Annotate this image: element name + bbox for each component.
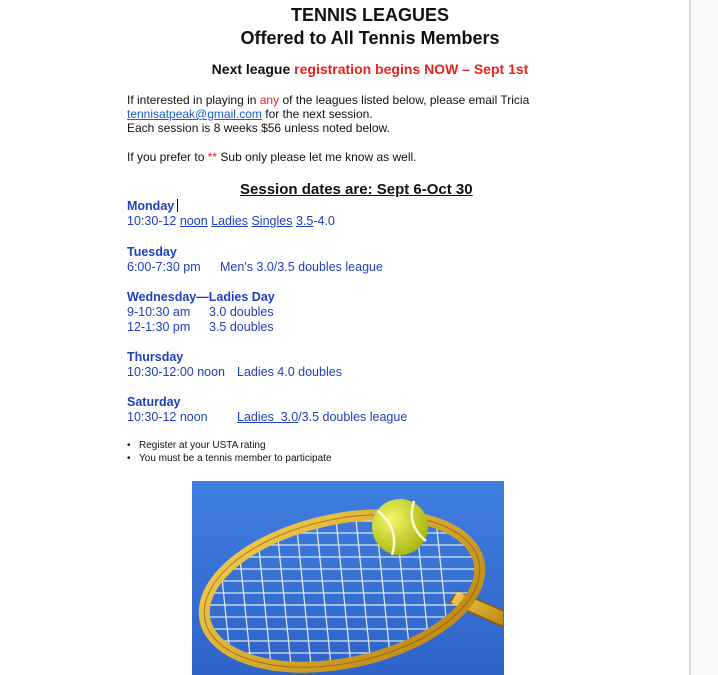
monday-noon: noon xyxy=(179,214,208,228)
day-monday xyxy=(127,199,178,213)
page-margin xyxy=(691,0,718,675)
intro-text-a: If interested in playing in xyxy=(127,93,260,107)
intro-text-b: of the leagues listed below, please email Tricia xyxy=(279,93,530,107)
tuesday-time: 6:00-7:30 pm xyxy=(127,260,201,274)
wednesday-row-1 xyxy=(127,305,274,319)
bullet-icon: • xyxy=(127,440,131,451)
intro-line-1 xyxy=(127,93,529,107)
wednesday-desc-1: 3.0 doubles xyxy=(209,305,274,319)
bullet-icon: • xyxy=(127,453,131,464)
monday-ladies: Ladies xyxy=(211,214,248,228)
day-wednesday: Wednesday—Ladies Day xyxy=(127,290,275,304)
email-link[interactable]: tennisatpeak@gmail.com xyxy=(127,107,262,121)
sub-text-b: Sub only please let me know as well. xyxy=(217,150,417,164)
saturday-time: 10:30-12 noon xyxy=(127,410,208,424)
note-item xyxy=(127,440,266,451)
tennis-racket-and-ball-icon xyxy=(192,481,504,675)
intro-line-2 xyxy=(127,107,373,121)
tuesday-row xyxy=(127,260,383,274)
note-text-2: You must be a tennis member to participate xyxy=(139,453,332,464)
wednesday-row-2 xyxy=(127,320,274,334)
sub-stars: ** xyxy=(207,150,218,164)
day-tuesday: Tuesday xyxy=(127,245,177,259)
wednesday-desc-2: 3.5 doubles xyxy=(209,320,274,334)
intro-text-c: for the next session. xyxy=(261,107,373,121)
saturday-row xyxy=(127,410,407,424)
intro-line-3: Each session is 8 weeks $56 unless noted below. xyxy=(127,121,390,135)
next-league-prefix: Next league xyxy=(211,61,295,77)
title-line-1: TENNIS LEAGUES xyxy=(290,5,450,25)
day-thursday: Thursday xyxy=(127,350,184,364)
day-saturday: Saturday xyxy=(127,395,181,409)
saturday-desc-underlined: Ladies 3.0 xyxy=(237,410,299,424)
session-dates-heading: Session dates are: Sept 6-Oct 30 xyxy=(240,181,473,198)
monday-singles: Singles xyxy=(251,214,293,228)
thursday-row xyxy=(127,365,342,379)
registration-highlight: registration begins NOW – Sept 1st xyxy=(294,61,529,77)
text-cursor xyxy=(177,199,178,212)
title-line-2: Offered to All Tennis Members xyxy=(240,28,500,48)
monday-time: 10:30-12 xyxy=(127,214,177,228)
saturday-desc-rest: /3.5 doubles league xyxy=(298,410,408,424)
wednesday-time-1: 9-10:30 am xyxy=(127,305,191,319)
day-monday-label: Monday xyxy=(127,199,175,213)
monday-level-rest: -4.0 xyxy=(313,214,335,228)
monday-row xyxy=(127,214,335,228)
tennis-racket-image xyxy=(192,481,504,675)
wednesday-time-2: 12-1:30 pm xyxy=(127,320,191,334)
thursday-time: 10:30-12:00 noon xyxy=(127,365,226,379)
note-text-1: Register at your USTA rating xyxy=(139,440,266,451)
thursday-desc: Ladies 4.0 doubles xyxy=(237,365,342,379)
tuesday-desc: Men's 3.0/3.5 doubles league xyxy=(220,260,383,274)
sub-only-note xyxy=(127,150,417,164)
monday-level: 3.5 xyxy=(295,214,314,228)
next-league-notice xyxy=(0,61,718,77)
note-item xyxy=(127,453,332,464)
intro-any: any xyxy=(259,93,280,107)
sub-text-a: If you prefer to xyxy=(127,150,208,164)
